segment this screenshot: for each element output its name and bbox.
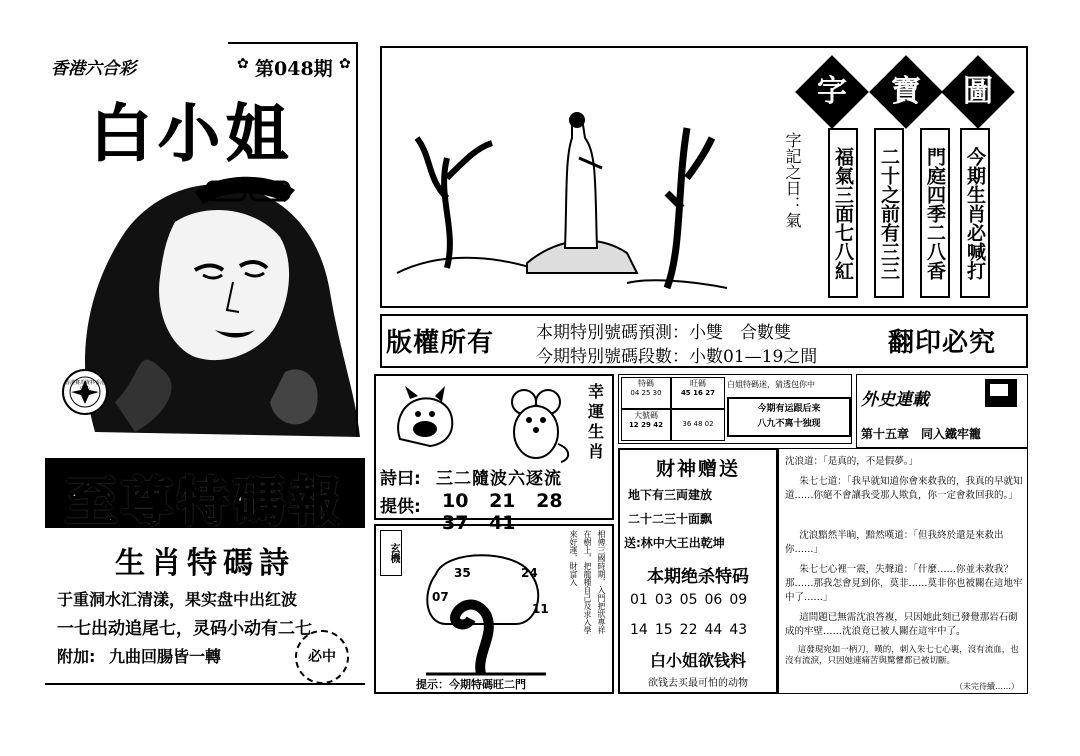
tree-number-11: 11 (532, 602, 549, 616)
poem-extra-text: 九曲回腸皆一轉 (109, 647, 222, 666)
tree-hint: 提示：今期特碼旺二門 (416, 678, 526, 691)
tree-number-35: 35 (454, 566, 471, 580)
kill-number: 44 (704, 622, 723, 638)
kill-numbers-row-1 (630, 592, 747, 608)
story-continued: （未完待續……） (955, 682, 1019, 691)
sun-stamp-text: 必中 (308, 649, 336, 665)
prediction-bar (380, 314, 1028, 368)
badge-zi (802, 62, 862, 122)
special-codes-box (727, 397, 851, 437)
special-codes-box-line-2: 八九不离十独现 (757, 419, 821, 429)
fortune-bottom-title: 白小姐欲钱料 (649, 651, 746, 670)
sun-stamp (295, 630, 349, 684)
poem-prefix-label: 詩曰: (380, 469, 421, 489)
lucky-number: 37 (442, 512, 469, 534)
lucky-zodiac-panel (374, 374, 614, 534)
poem-line-1: 于重洞水汇清漾，果实盘中出红波 (57, 590, 298, 609)
code-cell-value: 04 25 30 (630, 389, 662, 397)
fortune-line-3: 送:林中大王出乾坤 (624, 536, 725, 550)
title-banner-text: 至尊特碼報 (64, 472, 345, 533)
title-banner (45, 458, 365, 533)
prediction-line-1: 本期特別號碼預測：小雙 合數雙 (536, 323, 791, 343)
left-header (45, 42, 360, 437)
lucky-number: 21 (489, 490, 516, 512)
serial-title: 外史連載 (861, 390, 929, 410)
seal-text: 香港賽馬資料香港中心 (64, 380, 105, 392)
tree-number-07: 07 (432, 590, 449, 604)
lucky-number: 28 (536, 490, 563, 512)
riddle-col-1: 今期生肖必喊打 (960, 128, 990, 298)
lucky-number: 41 (489, 512, 516, 534)
kill-number: 05 (679, 592, 698, 608)
tree-side-text-1: 相傳三國時期，入門把狀專祥 (597, 530, 606, 634)
rat-icon (496, 384, 576, 464)
tree-side-text-3: 來好運，財富入 (569, 530, 578, 586)
issue-number: 第048期 (255, 58, 333, 80)
provide-label: 提供: (380, 497, 421, 517)
serial-panel (856, 374, 1028, 448)
fortune-line-2: 二十二三十面飘 (628, 512, 713, 526)
code-cell-value: 45 16 27 (680, 389, 716, 397)
poem-extra-label: 附加: (57, 647, 96, 666)
prediction-line-2: 今期特別號碼段數：小數01—19之間 (536, 347, 818, 367)
flower-icon: ✿ (339, 56, 351, 72)
code-cell-value: 36 48 02 (682, 420, 714, 428)
badge-zi-text: 字 (817, 74, 847, 109)
lucky-zodiac-label: 幸運生肖 (588, 382, 605, 461)
story-paragraph-1: 沈浪道：「是真的，不是假夢。」 (785, 456, 919, 467)
riddle-date-note: 字記之日：氣 (783, 132, 802, 228)
brand-title: 白小姐 (90, 97, 295, 170)
left-bottom-rule (45, 683, 365, 685)
kill-title: 本期绝杀特码 (647, 567, 749, 587)
kill-number: 09 (729, 592, 748, 608)
special-codes-note: 白姐特碼迷，猜透包你中 (727, 380, 815, 389)
lucky-poem-text: 三二隨波六逐流 (436, 469, 562, 489)
issue-badge (237, 48, 357, 82)
riddle-col-3: 二十之前有三三 (874, 128, 904, 298)
special-codes-panel (618, 374, 852, 444)
mystery-stamp: 玄機 (380, 530, 402, 576)
code-cell-special (621, 377, 671, 409)
kill-number: 43 (729, 622, 748, 638)
badge-tu-text: 圖 (963, 74, 993, 109)
poem-title: 生肖特碼詩 (115, 546, 295, 581)
code-cell-big (621, 409, 671, 441)
kill-number: 06 (704, 592, 723, 608)
riddle-col-4: 福氣三面七八紅 (828, 128, 858, 298)
story-paragraph-2: 朱七七道：「我早就知道你會來救我的，我真的早就知道……你絕不會讓我受那人欺負，你一定會救回我的。」 (785, 476, 1023, 501)
scene-illustration (387, 98, 757, 298)
fortune-bottom-note: 欲钱去买最可怕的动物 (648, 678, 748, 689)
kill-number: 03 (654, 592, 673, 608)
serial-story (778, 448, 1028, 694)
code-cell-label: 特碼 (638, 379, 654, 388)
riddle-panel (380, 46, 1028, 308)
tree-side-text-2: 在樹上，把龍種自己及求入學 (583, 530, 592, 634)
fortune-line-1: 地下有三両建放 (628, 488, 713, 502)
badge-bao (876, 62, 936, 122)
kill-number: 15 (654, 622, 673, 638)
story-paragraph-6: 這發現宛如一柄刀，嘆的，刺入朱七七心裏，沒有流血，也沒有流淚，只因她連痛苦與驚懼都已被切斷。 (785, 645, 1019, 666)
story-paragraph-4: 朱七七心裡一震，失聲道：「什麼……你並未救我？那……那我怎會見到你，莫非……莫非你也被關在這地牢中了……」 (785, 564, 1023, 603)
riddle-col-2: 門庭四季二八香 (920, 128, 950, 298)
kill-number: 14 (630, 622, 648, 638)
kill-number: 01 (630, 592, 648, 608)
code-cell-extra (671, 409, 725, 441)
tree-panel (374, 524, 614, 694)
story-paragraph-5: 這問題已無需沈浪答複，只因她此刻已發覺那岩石砌成的牢壁……沈浪竟已被人關在這牢中了。 (785, 612, 1018, 637)
fortune-title: 财神赠送 (655, 458, 740, 480)
copyright-label: 版權所有 (386, 328, 495, 358)
poem-panel (45, 532, 365, 682)
code-cell-label: 大號碼 (634, 411, 658, 420)
tree-number-24: 24 (521, 566, 538, 580)
story-paragraph-3: 沈浪黯然半晌，黯然嘆道：「但我終於還是來救出你……」 (785, 530, 1004, 555)
lucky-number: 10 (442, 490, 469, 512)
portrait-illustration (55, 142, 360, 437)
horse-icon (390, 384, 460, 454)
code-cell-label: 旺碼 (690, 379, 706, 388)
lottery-name: 香港六合彩 (51, 59, 136, 79)
code-cell-hot (671, 377, 725, 409)
no-reprint-label: 翻印必究 (888, 328, 997, 358)
fortune-panel (618, 448, 778, 694)
header-rule (228, 42, 358, 44)
poem-line-2: 一七出动追尾七，灵码小动有二七 (57, 619, 312, 639)
header-vrule (356, 42, 358, 437)
computer-icon (985, 379, 1017, 407)
badge-tu (948, 62, 1008, 122)
code-cell-value: 12 29 42 (628, 421, 664, 429)
serial-chapter: 第十五章 同入鐵牢籠 (861, 427, 982, 441)
special-codes-box-line-1: 今期有运跟后来 (757, 404, 821, 414)
badge-bao-text: 寶 (891, 74, 921, 109)
flower-icon: ✿ (237, 56, 249, 72)
kill-numbers-row-2 (630, 622, 747, 638)
kill-number: 22 (679, 622, 698, 638)
